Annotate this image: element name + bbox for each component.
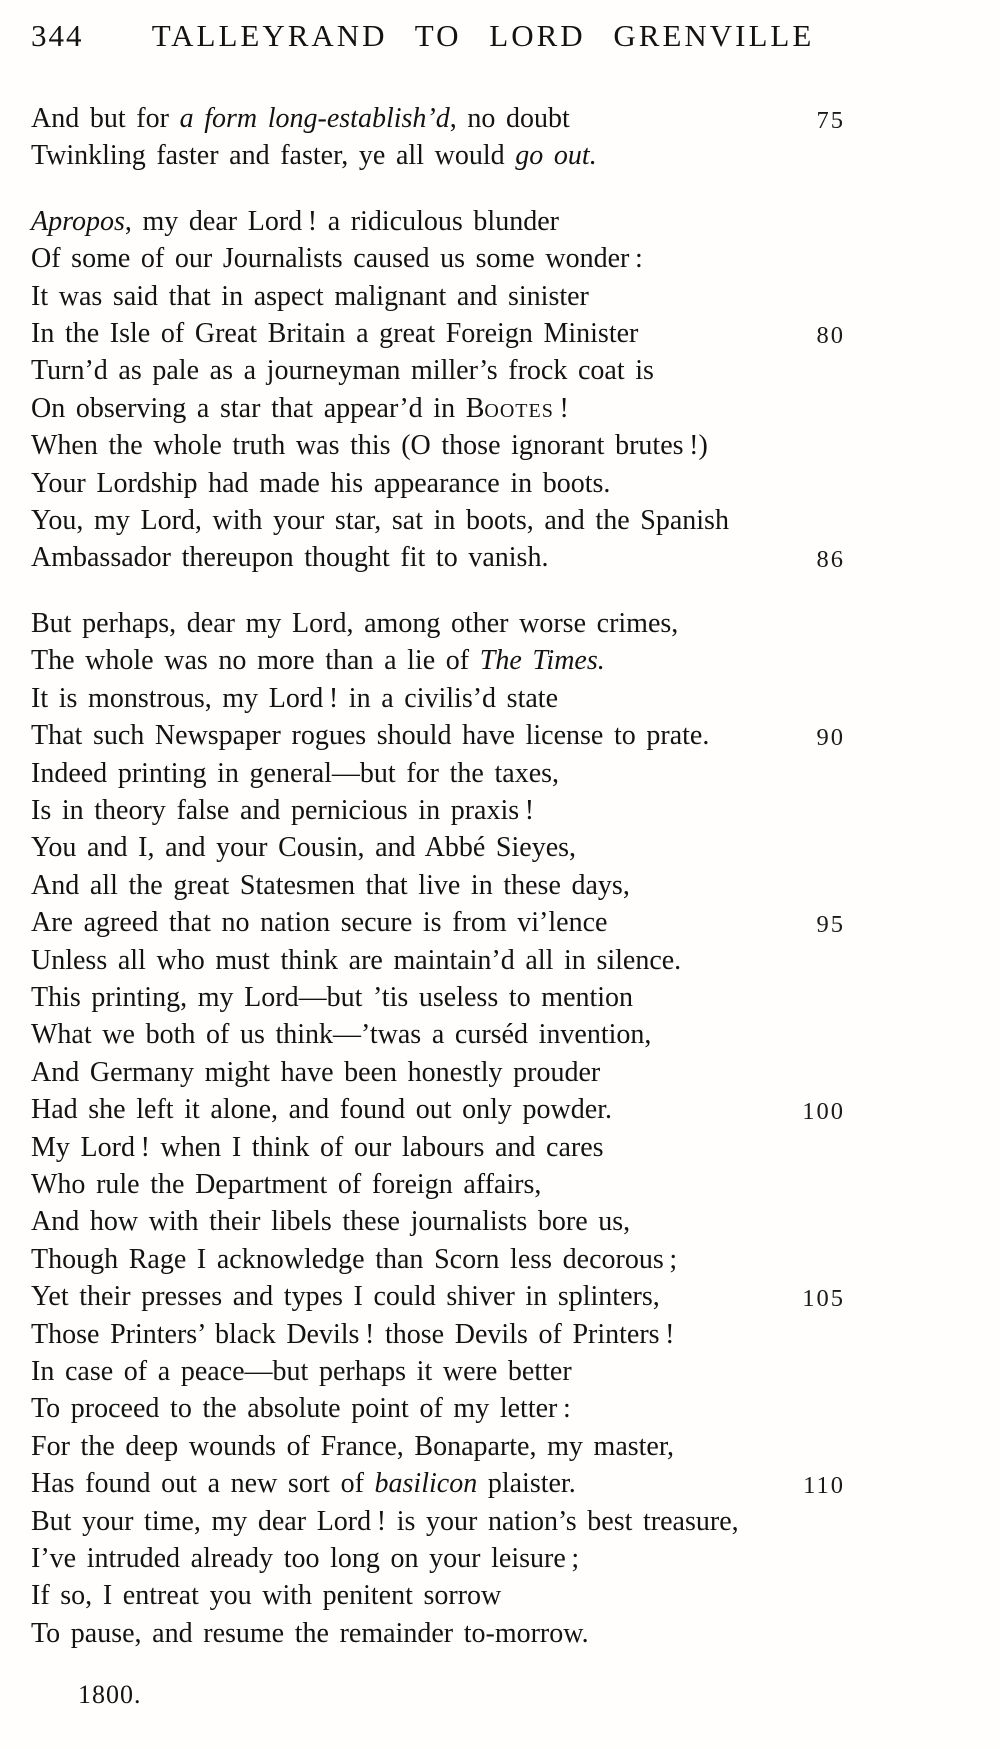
text-segment: Had she left it alone, and found out only powder. (31, 1094, 612, 1126)
text-segment: You and I, and your Cousin, and Abbé Sieyes, (31, 832, 577, 864)
italic-text-segment: Apropos (31, 205, 125, 237)
text-segment: Unless all who must think are maintain’d all in silence. (31, 944, 682, 976)
line-number: 75 (816, 107, 845, 134)
line-number: 95 (816, 911, 845, 939)
poem-line (31, 867, 1000, 904)
poem-body (31, 100, 1000, 1652)
text-segment: It is monstrous, my Lord ! in a civilis’d state (31, 682, 558, 714)
text-segment: That such Newspaper rogues should have license to prate. (31, 720, 710, 752)
line-number: 105 (802, 1285, 845, 1313)
text-segment: This printing, my Lord—but ’tis useless to mention (31, 981, 634, 1013)
text-segment: In the Isle of Great Britain a great Foreign Minister (31, 318, 639, 350)
italic-text-segment: The Times. (479, 645, 605, 677)
poem-line (31, 390, 1000, 427)
poem-line (31, 642, 1000, 679)
poem-line (31, 315, 1000, 352)
text-segment: Who rule the Department of foreign affairs, (31, 1168, 542, 1200)
text-segment: But your time, my dear Lord ! is your nation’s best treasure, (31, 1505, 739, 1537)
stanza (31, 605, 1000, 1652)
text-segment: Your Lordship had made his appearance in boots. (31, 467, 611, 499)
text-segment: But perhaps, dear my Lord, among other worse crimes, (31, 607, 679, 639)
text-segment: And how with their libels these journalists bore us, (31, 1206, 631, 1238)
poem-line (31, 1316, 1000, 1353)
text-segment: On observing a star that appear’d in B (31, 392, 485, 424)
text-segment: Though Rage I acknowledge than Scorn less decorous ; (31, 1243, 678, 1275)
poem-line (31, 1016, 1000, 1053)
poem-line (31, 240, 1000, 277)
poem-line (31, 1129, 1000, 1166)
poem-line (31, 539, 1000, 576)
text-segment: Are agreed that no nation secure is from vi’lence (31, 907, 608, 939)
poem-line (31, 1465, 1000, 1502)
poem-line (31, 717, 1000, 754)
poem-line (31, 1615, 1000, 1652)
poem-line (31, 1091, 1000, 1128)
poem-line (31, 829, 1000, 866)
text-segment: To proceed to the absolute point of my letter : (31, 1393, 571, 1425)
page-number: 344 (31, 18, 84, 53)
text-segment: And all the great Statesmen that live in these days, (31, 869, 630, 901)
stanza (31, 100, 1000, 175)
poem-line (31, 1278, 1000, 1315)
running-title: TALLEYRAND TO LORD GRENVILLE (151, 18, 815, 53)
poem-line (31, 904, 1000, 941)
text-segment: Twinkling faster and faster, ye all would (31, 140, 516, 172)
year-note: 1800. (78, 1680, 142, 1710)
line-number: 80 (816, 322, 845, 350)
line-number: 100 (802, 1098, 845, 1126)
poem-line (31, 1503, 1000, 1540)
poem-line (31, 680, 1000, 717)
poem-line (31, 1203, 1000, 1240)
text-segment: Is in theory false and pernicious in praxis ! (31, 794, 535, 826)
poem-line (31, 792, 1000, 829)
poem-line (31, 1166, 1000, 1203)
poem-line (31, 979, 1000, 1016)
text-segment: The whole was no more than a lie of (31, 645, 480, 677)
line-number: 110 (803, 1472, 845, 1500)
poem-line (31, 278, 1000, 315)
smallcaps-text-segment: ootes (484, 392, 554, 424)
text-segment: ! (553, 392, 569, 424)
poem-line (31, 755, 1000, 792)
poem-line (31, 137, 1000, 174)
poem-line (31, 1241, 1000, 1278)
poem-line (31, 427, 1000, 464)
poem-line (31, 352, 1000, 389)
line-number: 90 (816, 724, 845, 752)
italic-text-segment: basilicon (374, 1468, 478, 1500)
text-segment: , my dear Lord ! a ridiculous blunder (124, 205, 559, 237)
text-segment: Indeed printing in general—but for the taxes, (31, 757, 560, 789)
page-header (31, 18, 875, 64)
text-segment: What we both of us think—’twas a curséd invention, (31, 1019, 652, 1051)
text-segment: It was said that in aspect malignant and sinister (31, 280, 589, 312)
line-number: 86 (816, 546, 845, 574)
poem-line (31, 1540, 1000, 1577)
poem-line (31, 942, 1000, 979)
text-segment: I’ve intruded already too long on your leisure ; (31, 1543, 580, 1575)
poem-line (31, 1577, 1000, 1614)
poem-line (31, 100, 1000, 137)
italic-text-segment: a form long-establish’d (179, 103, 450, 134)
poem-line (31, 203, 1000, 240)
text-segment: To pause, and resume the remainder to-morrow. (31, 1617, 589, 1649)
text-segment: When the whole truth was this (O those ignorant brutes !) (31, 430, 708, 462)
poem-line (31, 605, 1000, 642)
text-segment: In case of a peace—but perhaps it were better (31, 1356, 572, 1387)
text-segment: , no doubt (449, 103, 570, 134)
text-segment: Those Printers’ black Devils ! those Devils of Printers ! (31, 1318, 675, 1350)
text-segment: And Germany might have been honestly prouder (31, 1056, 601, 1088)
text-segment: My Lord ! when I think of our labours and cares (31, 1131, 604, 1163)
text-segment: For the deep wounds of France, Bonaparte, my master, (31, 1430, 675, 1462)
poem-line (31, 1353, 1000, 1390)
text-segment: plaister. (477, 1468, 576, 1500)
text-segment: You, my Lord, with your star, sat in boots, and the Spanish (31, 505, 729, 537)
text-segment: Of some of our Journalists caused us some wonder : (31, 243, 643, 275)
poem-line (31, 465, 1000, 502)
poem-line (31, 1054, 1000, 1091)
text-segment: And but for (31, 103, 180, 134)
text-segment: Turn’d as pale as a journeyman miller’s frock coat is (31, 355, 654, 387)
text-segment: Yet their presses and types I could shiver in splinters, (31, 1281, 660, 1313)
text-segment: If so, I entreat you with penitent sorrow (31, 1580, 502, 1612)
poem-line (31, 502, 1000, 539)
stanza (31, 203, 1000, 577)
text-segment: Ambassador thereupon thought fit to vanish. (31, 542, 549, 574)
poem-line (31, 1390, 1000, 1427)
poem-line (31, 1428, 1000, 1465)
text-segment: Has found out a new sort of (31, 1468, 375, 1500)
italic-text-segment: go out. (515, 140, 597, 172)
